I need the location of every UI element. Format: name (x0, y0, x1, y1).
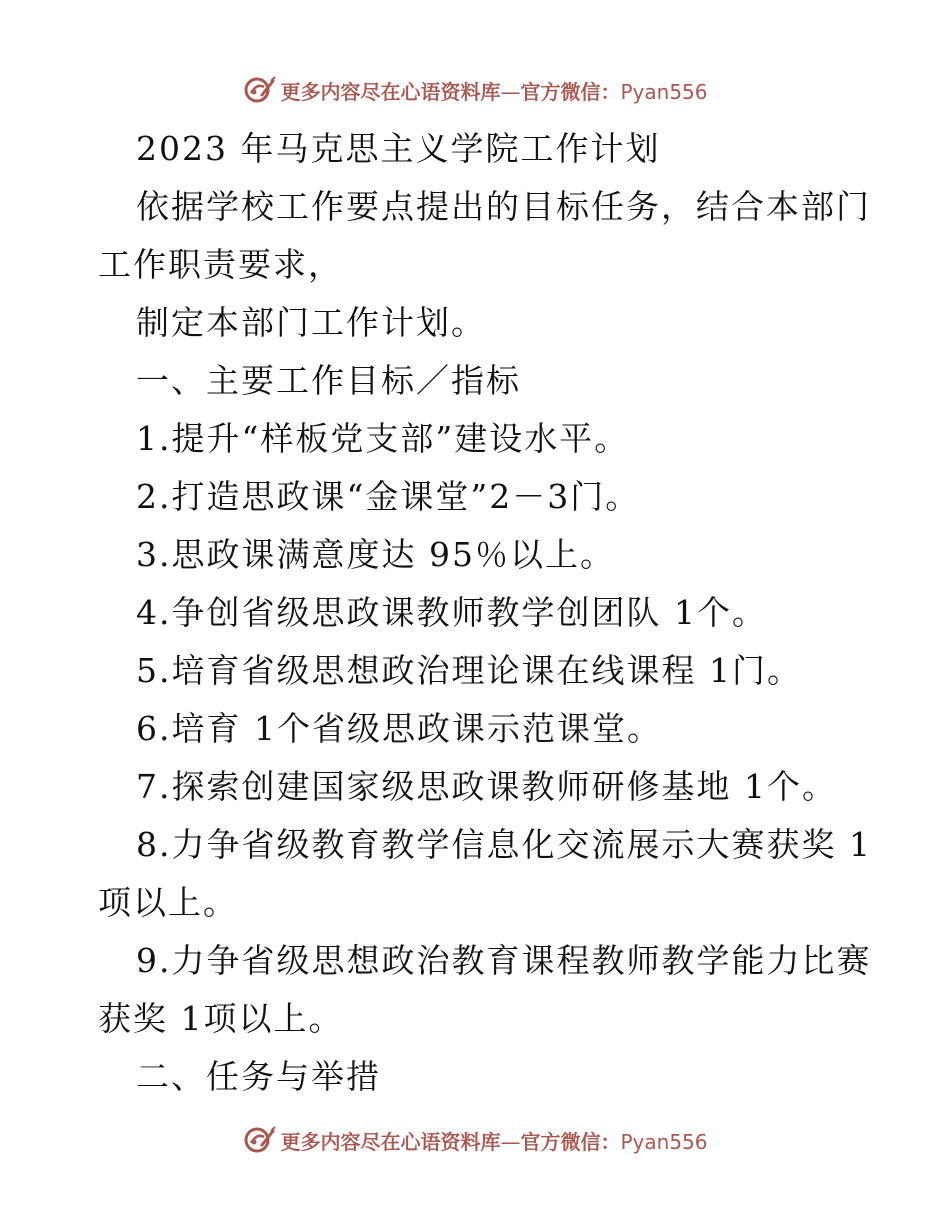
list-item: 9.力争省级思想政治教育课程教师教学能力比赛 (136, 941, 872, 980)
watermark-text: 更多内容尽在心语资料库—官方微信：Pyan556 (280, 1129, 708, 1154)
document-body (98, 120, 872, 1106)
list-item: 2.打造思政课“金课堂”2－3门。 (136, 477, 641, 516)
watermark-text: 更多内容尽在心语资料库—官方微信：Pyan556 (280, 79, 708, 104)
list-item: 8.力争省级教育教学信息化交流展示大赛获奖 1 (136, 825, 872, 864)
document-title: 2023 年马克思主义学院工作计划 (136, 129, 661, 168)
list-item: 5.培育省级思想政治理论课在线课程 1门。 (136, 651, 802, 690)
paragraph-line: 制定本部门工作计划。 (136, 303, 486, 342)
list-item: 7.探索创建国家级思政课教师研修基地 1个。 (136, 767, 837, 806)
section-heading: 二、任务与举措 (136, 1057, 381, 1096)
watermark-header (0, 70, 950, 110)
list-item: 1.提升“样板党支部”建设水平。 (136, 419, 630, 458)
paragraph-line: 工作职责要求， (98, 245, 343, 284)
list-item: 6.培育 1个省级思政课示范课堂。 (136, 709, 662, 748)
watermark-footer (0, 1120, 950, 1160)
section-heading: 一、主要工作目标／指标 (136, 361, 521, 400)
rose-pen-logo-icon (242, 1123, 276, 1157)
list-item: 4.争创省级思政课教师教学创团队 1个。 (136, 593, 767, 632)
paragraph-line: 依据学校工作要点提出的目标任务，结合本部门 (136, 187, 871, 226)
list-item-continuation: 项以上。 (98, 883, 238, 922)
list-item: 3.思政课满意度达 95％以上。 (136, 535, 615, 574)
rose-pen-logo-icon (242, 73, 276, 107)
list-item-continuation: 获奖 1项以上。 (98, 999, 344, 1038)
